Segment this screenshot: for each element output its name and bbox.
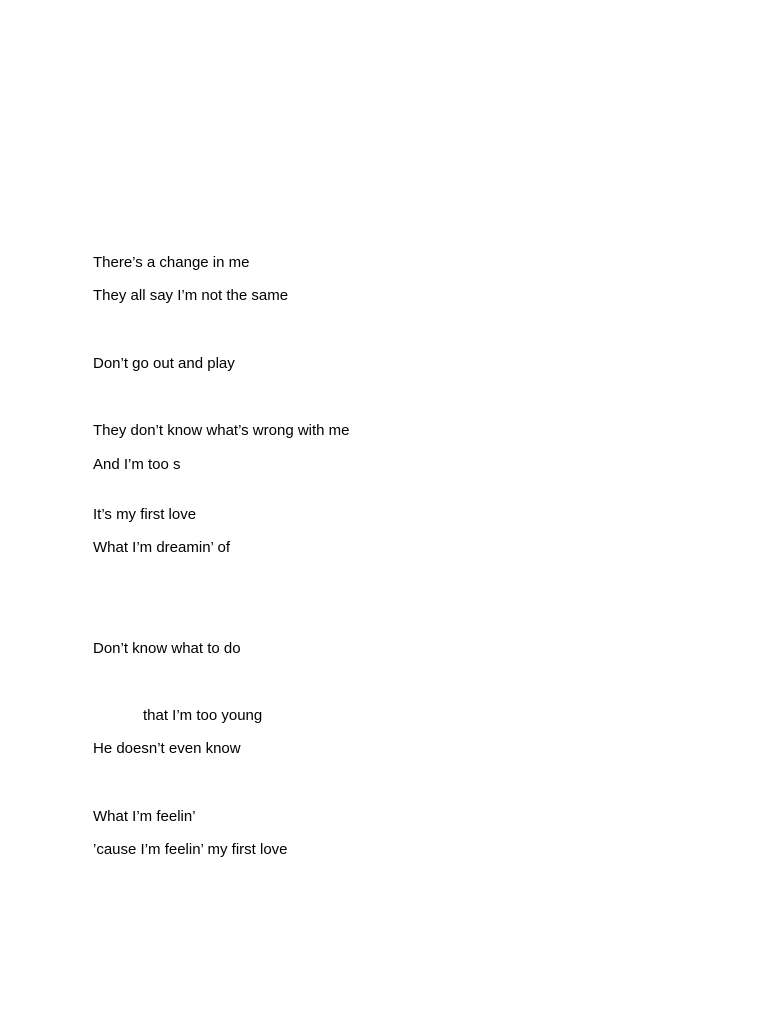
lyric-line: What I’m dreamin’ of [93,539,230,556]
lyric-line: He doesn’t even know [93,740,241,757]
lyric-line: that I’m too young [143,707,263,724]
lyric-line: And I’m too s [93,456,181,473]
lyric-line: Don’t go out and play [93,355,235,372]
lyric-line: There’s a change in me [93,254,250,271]
lyric-line: What I’m feelin’ [93,808,196,825]
lyric-line: Don’t know what to do [93,640,241,657]
lyric-line: They don’t know what’s wrong with me [93,422,350,439]
lyric-line: ’cause I’m feelin’ my first love [93,841,288,858]
lyric-line: It’s my first love [93,506,197,523]
lyric-line: They all say I’m not the same [93,287,289,304]
